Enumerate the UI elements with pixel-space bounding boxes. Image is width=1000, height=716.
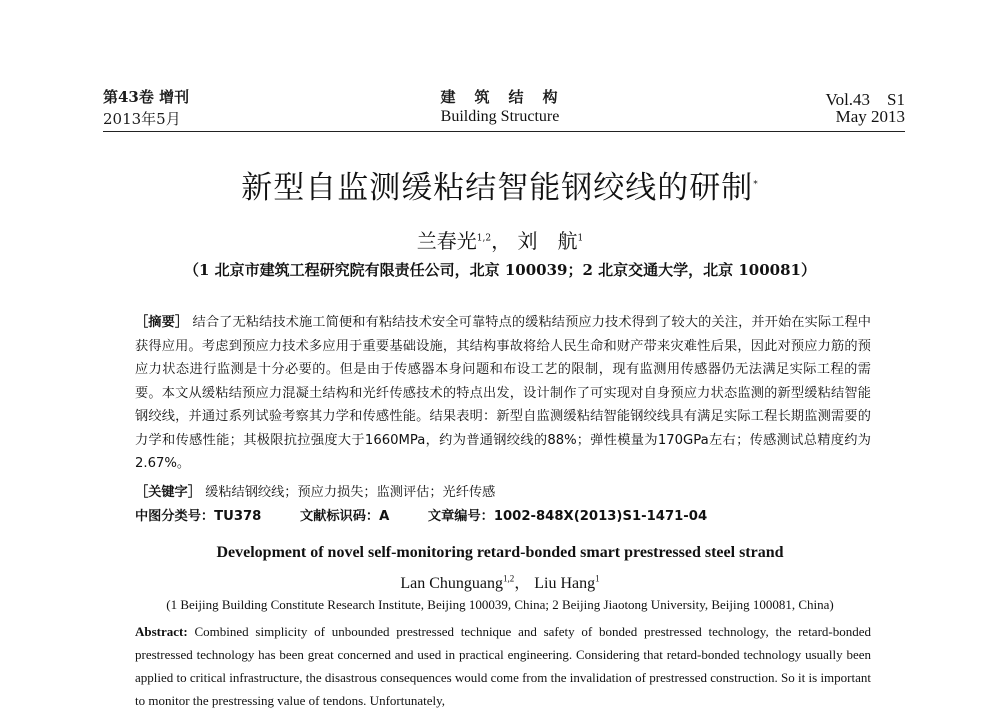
author-name: 刘 航 — [517, 229, 578, 253]
journal-date-en: May 2013 — [835, 107, 905, 126]
author-separator: ， — [491, 229, 512, 253]
journal-name-cn: 建 筑 结 构 — [440, 88, 560, 106]
keywords — [135, 481, 495, 500]
english-author-separator: ， — [514, 575, 531, 592]
affiliation: （1 北京市建筑工程研究院有限责任公司，北京 100039；2 北京交通大学，北京 100081） — [183, 261, 816, 279]
abstract-text: 结合了无粘结技术施工简便和有粘结技术安全可靠特点的缓粘结预应力技术得到了较大的关注，并开始在实际工程中获得应用。考虑到预应力技术多应用于重要基础设施，其结构事故将给人民生命和财产带来灾难性后果，因此对预应力筋的预应力状态进行监测是十分必要的。但是由于传感器本身问题和布设工艺的限制，现有监测用传感器仍无法满足实际工程的需要。本文从缓粘结预应力混凝土结构和光纤传感技术的特点出发，设计制作了可实现对自身预应力状态监测的新型缓粘结智能钢绞线，并通过系列试验考察其力学和传感性能。结果表明：新型自监测缓粘结智能钢绞线具有满足实际工程长期监测需要的力学和传感性能；其极限抗拉强度大于1660MPa，约为普通钢绞线的88%；弹性模量为170GPa左右；传感测试总精度约为2.67%。 — [135, 315, 871, 471]
english-author-name: Liu Hang — [534, 575, 596, 592]
article-number: 文章编号：1002-848X(2013)S1-1471-04 — [427, 509, 708, 524]
document-code: 文献标识码：A — [299, 509, 390, 524]
english-abstract-text: Combined simplicity of unbounded prestressed technique and safety of bonded prestressed technology, the retard-bonded prestressed technology has been great concerned and used in practical engineering. Considering that retard-bonded technology usually been applied to critical infrastructure, the disastrous consequences would come from the invalidation of prestressed construction. So it is important to monitor the prestressing value of tendons. Unfortunately, — [135, 624, 872, 708]
paper-title — [0, 162, 1000, 207]
title-footnote-mark: * — [753, 179, 759, 190]
keywords-text: 缓粘结钢绞线；预应力损失；监测评估；光纤传感 — [205, 485, 496, 500]
english-abstract — [135, 620, 871, 712]
english-abstract-label: Abstract: — [135, 624, 188, 639]
keywords-label: ［关键字］ — [135, 485, 201, 500]
header-rule — [103, 131, 905, 132]
journal-name-en: Building Structure — [440, 108, 560, 125]
author-affiliation-mark: 1,2 — [476, 233, 492, 244]
abstract-cn — [135, 311, 871, 476]
english-author-mark: 1,2 — [503, 573, 515, 584]
journal-volume-en: Vol.43 S1 — [825, 90, 905, 109]
journal-volume-issue: 第43卷 增刊 — [103, 88, 190, 106]
classification-line — [135, 505, 741, 524]
journal-date: 2013年5月 — [103, 110, 181, 128]
author-name: 兰春光 — [416, 229, 477, 253]
english-author-mark: 1 — [595, 573, 600, 584]
author-line — [0, 225, 1000, 254]
english-affiliation: (1 Beijing Building Constitute Research Institute, Beijing 100039, China; 2 Beijing Jiaotong University, Beijing 100081, China) — [166, 597, 834, 612]
english-title: Development of novel self-monitoring retard-bonded smart prestressed steel strand — [216, 544, 784, 561]
paper-title-text: 新型自监测缓粘结智能钢绞线的研制 — [241, 170, 754, 206]
author-affiliation-mark: 1 — [577, 233, 584, 244]
english-authors — [0, 570, 1000, 593]
abstract-label: ［摘要］ — [135, 315, 189, 330]
clc-number: 中图分类号：TU378 — [135, 509, 262, 524]
english-author-name: Lan Chunguang — [400, 575, 503, 592]
